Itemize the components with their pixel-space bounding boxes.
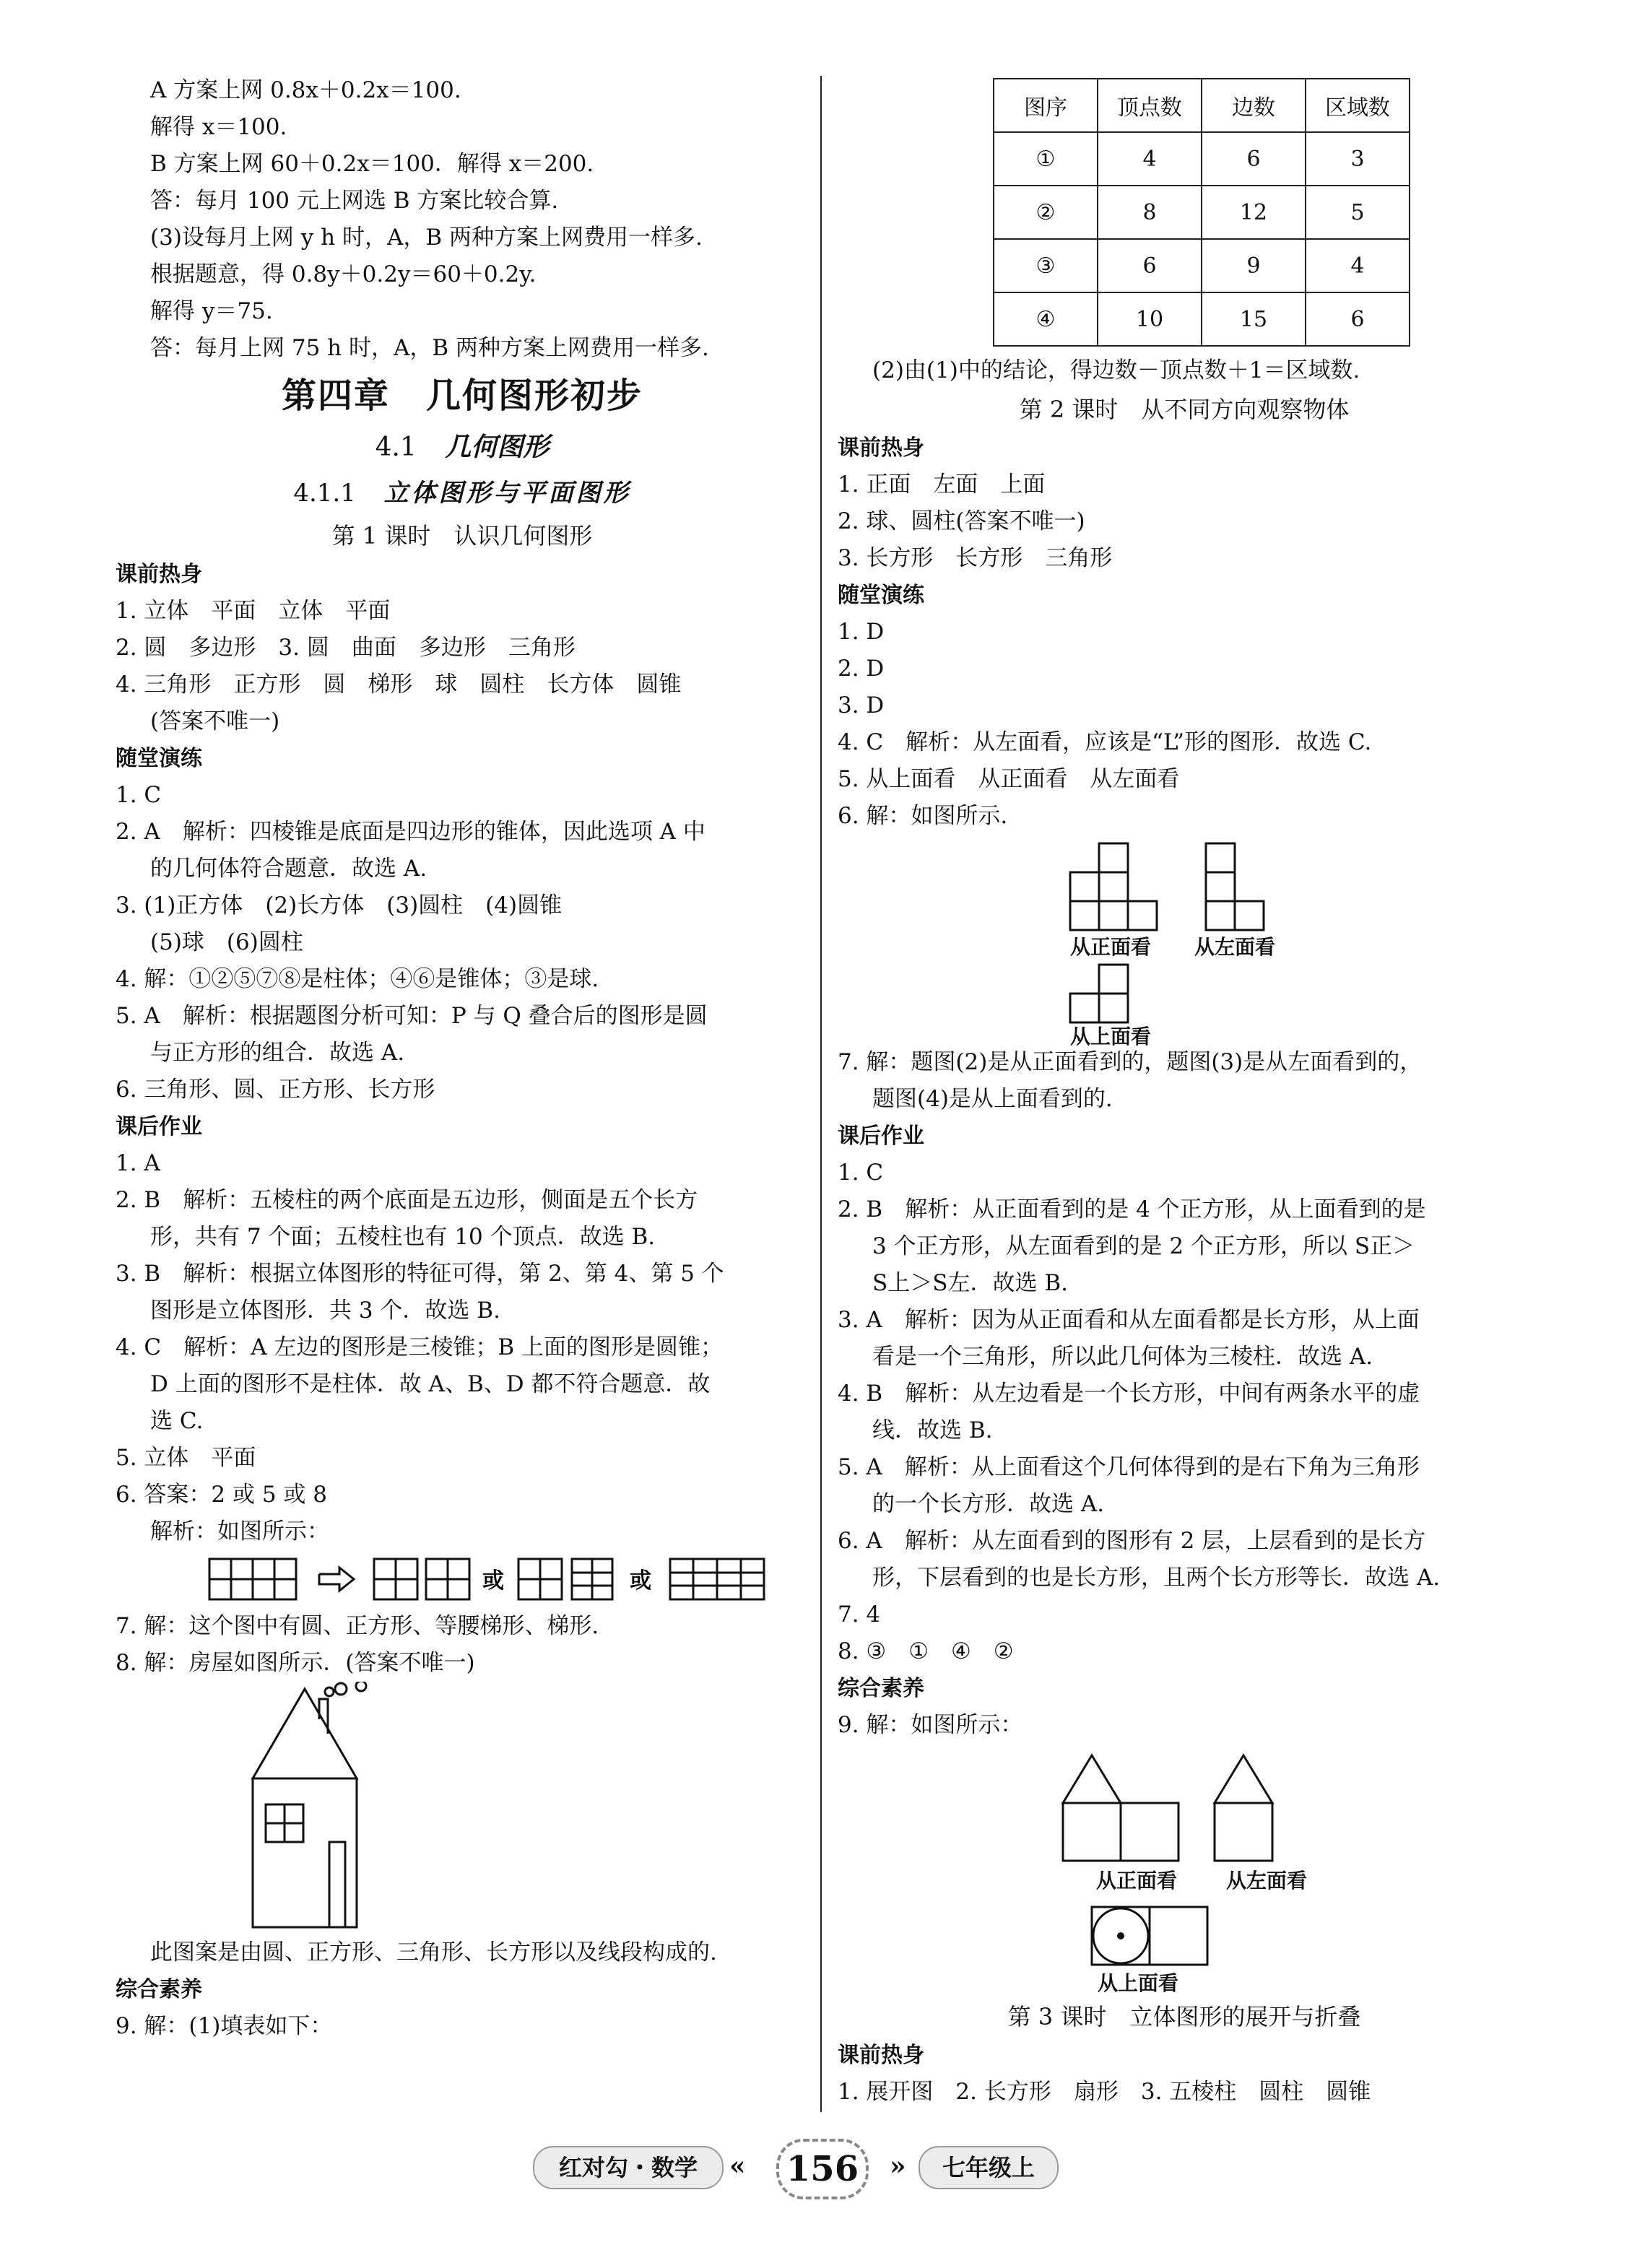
- answer-line: 3. 长方形 长方形 三角形: [838, 545, 1113, 571]
- heading-class: 随堂演练: [116, 746, 202, 771]
- table-cell: 4: [1306, 239, 1410, 292]
- answer-line: 8. 解：房屋如图所示．(答案不唯一): [116, 1650, 475, 1676]
- text-line: 答：每月上网 75 h 时，A，B 两种方案上网费用一样多.: [150, 335, 709, 361]
- answer-line: 1. A: [116, 1150, 160, 1176]
- answer-line: 1. 展开图 2. 长方形 扇形 3. 五棱柱 圆柱 圆锥: [838, 2079, 1371, 2105]
- heading-after: 课后作业: [838, 1124, 924, 1149]
- table-cell: 9: [1202, 239, 1306, 292]
- answer-line: 2. D: [838, 656, 885, 682]
- answer-line: 3. (1)正方体 (2)长方体 (3)圆柱 (4)圆锥: [116, 892, 563, 918]
- table-cell: ①: [994, 132, 1098, 186]
- table-header-row: [994, 79, 1410, 132]
- or-label: 或: [630, 1568, 651, 1594]
- answer-line: 4. C 解析：A 左边的图形是三棱锥；B 上面的图形是圆锥；: [116, 1334, 724, 1360]
- right-column: [838, 78, 1531, 2111]
- answer-line: 4. C 解析：从左面看，应该是“L”形的图形．故选 C.: [838, 729, 1372, 755]
- house-figure: [116, 1682, 809, 1934]
- table-cell: 4: [1098, 132, 1202, 186]
- answer-line: 线．故选 B.: [872, 1417, 993, 1443]
- or-label: 或: [482, 1568, 504, 1594]
- grade-label: 七年级上: [919, 2146, 1059, 2189]
- text-line: 此图案是由圆、正方形、三角形、长方形以及线段构成的.: [150, 1939, 717, 1965]
- views-q9-drawing: [838, 1744, 1531, 1997]
- answer-line: 7. 解：这个图中有圆、正方形、等腰梯形、梯形.: [116, 1613, 599, 1639]
- answer-line: 3. A 解析：因为从正面看和从左面看都是长方形，从上面: [838, 1307, 1420, 1333]
- text-line: B 方案上网 60＋0.2x＝100．解得 x＝200.: [150, 151, 594, 177]
- text-line: A 方案上网 0.8x＋0.2x＝100.: [150, 77, 461, 103]
- answer-line: 解析：如图所示：: [150, 1518, 329, 1544]
- answer-line: 6. 答案：2 或 5 或 8: [116, 1482, 328, 1508]
- caption-front: 从正面看: [1096, 1869, 1178, 1893]
- answer-line: 5. A 解析：根据题图分析可知：P 与 Q 叠合后的图形是圆: [116, 1003, 708, 1029]
- heading-pre: 课前热身: [838, 2043, 924, 2068]
- caption-left: 从左面看: [1226, 1869, 1308, 1893]
- house-drawing: [116, 1682, 809, 1934]
- table-row: [994, 239, 1410, 292]
- table-cell: 15: [1202, 292, 1306, 346]
- left-chevron: «: [729, 2151, 746, 2181]
- table-row: [994, 292, 1410, 346]
- heading-after: 课后作业: [116, 1114, 202, 1139]
- answer-line: 9. 解：(1)填表如下：: [116, 2013, 333, 2039]
- answer-line: 4. 三角形 正方形 圆 梯形 球 圆柱 长方体 圆锥: [116, 672, 682, 698]
- table-header: 边数: [1202, 79, 1306, 132]
- views-drawing: [838, 835, 1531, 1044]
- text-line: (2)由(1)中的结论，得边数－顶点数＋1＝区域数.: [872, 357, 1360, 383]
- text-line: 根据题意，得 0.8y＋0.2y＝60＋0.2y.: [150, 261, 537, 287]
- answer-line: 3. B 解析：根据立体图形的特征可得，第 2、第 4、第 5 个: [116, 1261, 724, 1287]
- table-cell: 10: [1098, 292, 1202, 346]
- text-line: (3)设每月上网 y h 时，A，B 两种方案上网费用一样多.: [150, 225, 703, 251]
- caption-front: 从正面看: [1070, 935, 1152, 959]
- section-title: [116, 425, 809, 471]
- table-cell: 6: [1098, 239, 1202, 292]
- answer-line: (答案不唯一): [150, 708, 280, 734]
- table-header: 图序: [994, 79, 1098, 132]
- table-cell: ④: [994, 292, 1098, 346]
- subsection-name: 立体图形与平面图形: [383, 479, 631, 508]
- answer-line: 题图(4)是从上面看到的.: [872, 1086, 1113, 1112]
- answer-line: 1. 正面 左面 上面: [838, 472, 1046, 498]
- left-column: [116, 72, 809, 2045]
- text-line: 答：每月 100 元上网选 B 方案比较合算.: [150, 188, 559, 214]
- answer-line: 2. 圆 多边形 3. 圆 曲面 多边形 三角形: [116, 635, 576, 661]
- table-cell: 3: [1306, 132, 1410, 186]
- caption-left: 从左面看: [1194, 935, 1276, 959]
- answer-line: 2. B 解析：五棱柱的两个底面是五边形，侧面是五个长方: [116, 1187, 698, 1213]
- heading-class: 随堂演练: [838, 583, 924, 608]
- center-dot: [1117, 1932, 1124, 1939]
- table-header: 区域数: [1306, 79, 1410, 132]
- answer-line: 5. 从上面看 从正面看 从左面看: [838, 766, 1180, 792]
- answer-line: 7. 解：题图(2)是从正面看到的，题图(3)是从左面看到的，: [838, 1049, 1423, 1075]
- table-cell: 8: [1098, 186, 1202, 239]
- text-line: 解得 x＝100.: [150, 114, 287, 140]
- figure-views-q6: [838, 835, 1531, 1048]
- heading-pre: 课前热身: [838, 435, 924, 461]
- table-cell: 5: [1306, 186, 1410, 239]
- section-name: 几何图形: [445, 433, 550, 462]
- heading-comp: 综合素养: [838, 1676, 924, 1701]
- figure-q6: [116, 1550, 809, 1608]
- table-cell: ②: [994, 186, 1098, 239]
- answer-line: 7. 4: [838, 1602, 881, 1628]
- answer-line: S上＞S左．故选 B.: [872, 1270, 1068, 1296]
- table-cell: 6: [1202, 132, 1306, 186]
- table-header: 顶点数: [1098, 79, 1202, 132]
- page-footer: [0, 2137, 1637, 2195]
- figure-views-q9: [838, 1744, 1531, 1997]
- table-row: [994, 186, 1410, 239]
- answer-line: 形，下层看到的也是长方形，且两个长方形等长．故选 A.: [872, 1565, 1441, 1591]
- answer-line: 1. C: [838, 1160, 884, 1186]
- answer-line: 的一个长方形．故选 A.: [872, 1491, 1105, 1517]
- lesson-title: 第 3 课时 立体图形的展开与折叠: [1007, 2003, 1361, 2030]
- table-row: [994, 132, 1410, 186]
- grid-figures: [116, 1550, 809, 1608]
- subsection-number: 4.1.1: [293, 479, 356, 508]
- table-cell: 6: [1306, 292, 1410, 346]
- answer-line: 6. A 解析：从左面看到的图形有 2 层，上层看到的是长方: [838, 1528, 1426, 1554]
- heading-comp: 综合素养: [116, 1977, 202, 2002]
- answer-line: 选 C.: [150, 1408, 204, 1434]
- answer-line: 2. B 解析：从正面看到的是 4 个正方形，从上面看到的是: [838, 1196, 1426, 1222]
- answer-line: 4. B 解析：从左边看是一个长方形，中间有两条水平的虚: [838, 1381, 1420, 1407]
- answer-line: 图形是立体图形．共 3 个．故选 B.: [150, 1298, 500, 1324]
- answer-line: 看是一个三角形，所以此几何体为三棱柱．故选 A.: [872, 1344, 1373, 1370]
- data-table: [993, 78, 1410, 347]
- answer-line: D 上面的图形不是柱体．故 A、B、D 都不符合题意．故: [150, 1371, 711, 1397]
- answer-line: 1. C: [116, 782, 162, 808]
- subsection-title: [116, 471, 809, 516]
- heading-pre: 课前热身: [116, 562, 202, 587]
- answer-line: 9. 解：如图所示：: [838, 1712, 1023, 1738]
- answer-line: 与正方形的组合．故选 A.: [150, 1040, 405, 1066]
- answer-line: 6. 三角形、圆、正方形、长方形: [116, 1077, 435, 1103]
- answer-line: 8. ③ ① ④ ②: [838, 1638, 1014, 1664]
- page-number: 156: [776, 2139, 869, 2199]
- answer-line: 5. 立体 平面: [116, 1445, 256, 1471]
- book-title: 红对勾・数学: [533, 2146, 724, 2189]
- section-number: 4.1: [375, 433, 417, 462]
- answer-line: 4. 解：①②⑤⑦⑧是柱体；④⑥是锥体；③是球.: [116, 966, 599, 992]
- chapter-title: 第四章 几何图形初步: [281, 375, 643, 416]
- answer-line: 6. 解：如图所示.: [838, 803, 1008, 829]
- right-chevron: »: [890, 2151, 906, 2181]
- text-line: 解得 y＝75.: [150, 298, 273, 324]
- answer-line: 2. 球、圆柱(答案不唯一): [838, 508, 1085, 534]
- answer-line: 3. D: [838, 692, 885, 718]
- answer-line: 1. 立体 平面 立体 平面: [116, 598, 391, 624]
- column-divider: [820, 76, 822, 2112]
- caption-top: 从上面看: [1070, 1025, 1152, 1048]
- table-cell: ③: [994, 239, 1098, 292]
- answer-line: 2. A 解析：四棱锥是底面是四边形的锥体，因此选项 A 中: [116, 819, 705, 845]
- answer-line: 形，共有 7 个面；五棱柱也有 10 个顶点．故选 B.: [150, 1224, 656, 1250]
- answer-line: 3 个正方形，从左面看到的是 2 个正方形，所以 S正＞: [872, 1233, 1415, 1259]
- lesson-title: 第 2 课时 从不同方向观察物体: [1019, 396, 1350, 423]
- lesson-title: 第 1 课时 认识几何图形: [331, 522, 593, 549]
- answer-line: 5. A 解析：从上面看这个几何体得到的是右下角为三角形: [838, 1454, 1420, 1480]
- table-cell: 12: [1202, 186, 1306, 239]
- answer-line: (5)球 (6)圆柱: [150, 929, 303, 955]
- answer-line: 1. D: [838, 619, 885, 645]
- answer-line: 的几何体符合题意．故选 A.: [150, 856, 427, 882]
- caption-top: 从上面看: [1098, 1971, 1179, 1995]
